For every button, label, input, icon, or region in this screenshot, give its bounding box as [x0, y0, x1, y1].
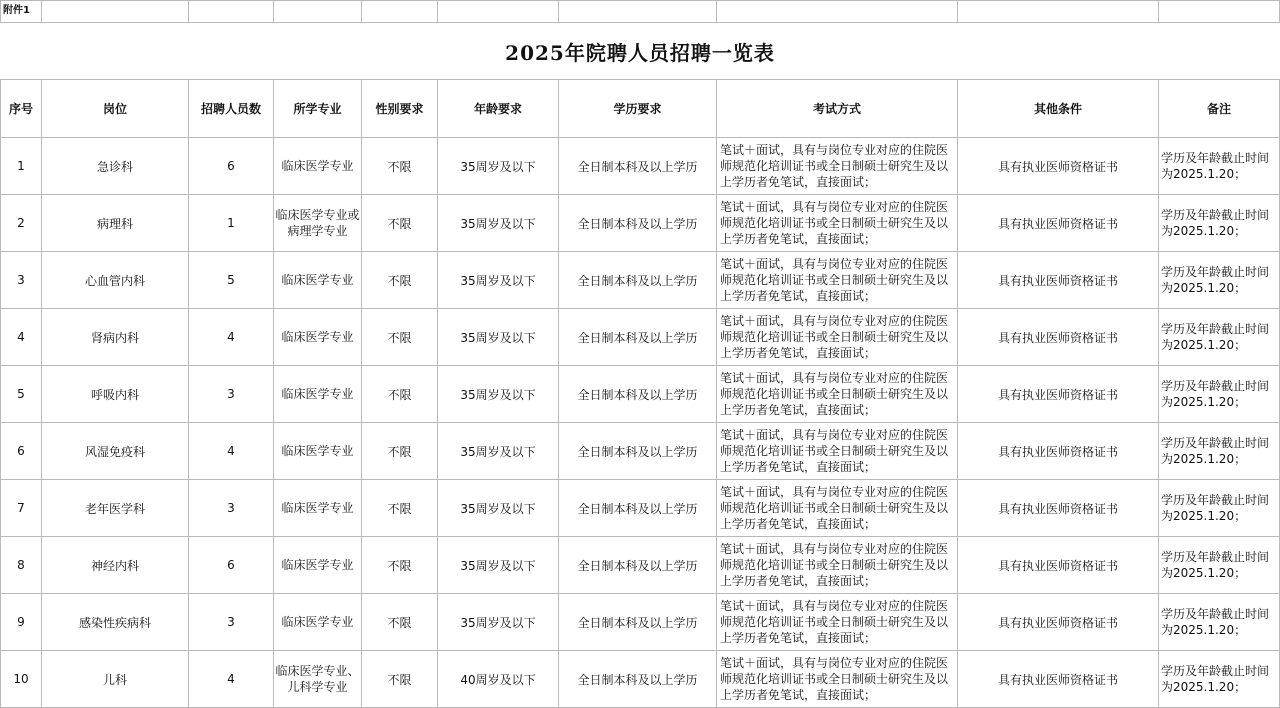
remark-cell[interactable]: 学历及年龄截止时间为2025.1.20； — [1159, 195, 1280, 252]
remark-cell[interactable]: 学历及年龄截止时间为2025.1.20； — [1159, 309, 1280, 366]
age-cell[interactable]: 35周岁及以下 — [438, 252, 559, 309]
count-cell[interactable]: 1 — [189, 195, 274, 252]
gender-cell[interactable]: 不限 — [362, 651, 438, 708]
age-cell[interactable]: 35周岁及以下 — [438, 366, 559, 423]
header-cell[interactable]: 学历要求 — [559, 80, 717, 138]
count-cell[interactable]: 4 — [189, 309, 274, 366]
exam-method-cell[interactable]: 笔试＋面试，具有与岗位专业对应的住院医师规范化培训证书或全日制硕士研究生及以上学历者免笔试，直接面试； — [717, 423, 958, 480]
table-row — [1, 366, 1280, 423]
count-cell[interactable]: 4 — [189, 423, 274, 480]
header-cell[interactable]: 招聘人员数 — [189, 80, 274, 138]
position-cell[interactable]: 呼吸内科 — [42, 366, 189, 423]
count-cell[interactable]: 3 — [189, 594, 274, 651]
header-cell[interactable]: 年龄要求 — [438, 80, 559, 138]
seq-cell[interactable]: 6 — [1, 423, 42, 480]
header-cell[interactable]: 岗位 — [42, 80, 189, 138]
position-cell[interactable]: 老年医学科 — [42, 480, 189, 537]
other-conditions-cell[interactable]: 具有执业医师资格证书 — [958, 195, 1159, 252]
age-cell[interactable]: 35周岁及以下 — [438, 537, 559, 594]
gender-cell[interactable]: 不限 — [362, 195, 438, 252]
position-cell[interactable]: 心血管内科 — [42, 252, 189, 309]
table-row — [1, 252, 1280, 309]
major-cell[interactable]: 临床医学专业 — [274, 423, 362, 480]
other-conditions-cell[interactable]: 具有执业医师资格证书 — [958, 651, 1159, 708]
major-cell[interactable]: 临床医学专业 — [274, 480, 362, 537]
other-conditions-cell[interactable]: 具有执业医师资格证书 — [958, 366, 1159, 423]
count-cell[interactable]: 6 — [189, 138, 274, 195]
gender-cell[interactable]: 不限 — [362, 594, 438, 651]
other-conditions-cell[interactable]: 具有执业医师资格证书 — [958, 537, 1159, 594]
remark-cell[interactable]: 学历及年龄截止时间为2025.1.20； — [1159, 537, 1280, 594]
education-cell[interactable]: 全日制本科及以上学历 — [559, 366, 717, 423]
other-conditions-cell[interactable]: 具有执业医师资格证书 — [958, 252, 1159, 309]
gender-cell[interactable]: 不限 — [362, 537, 438, 594]
other-conditions-cell[interactable]: 具有执业医师资格证书 — [958, 594, 1159, 651]
position-cell[interactable]: 病理科 — [42, 195, 189, 252]
exam-method-cell[interactable]: 笔试＋面试，具有与岗位专业对应的住院医师规范化培训证书或全日制硕士研究生及以上学历者免笔试，直接面试； — [717, 138, 958, 195]
exam-method-cell[interactable]: 笔试＋面试，具有与岗位专业对应的住院医师规范化培训证书或全日制硕士研究生及以上学历者免笔试，直接面试； — [717, 480, 958, 537]
page-title[interactable]: 2025年院聘人员招聘一览表 — [1, 23, 1280, 80]
other-conditions-cell[interactable]: 具有执业医师资格证书 — [958, 309, 1159, 366]
seq-cell[interactable]: 7 — [1, 480, 42, 537]
remark-cell[interactable]: 学历及年龄截止时间为2025.1.20； — [1159, 252, 1280, 309]
attachment-label[interactable]: 附件1 — [1, 1, 42, 23]
gender-cell[interactable]: 不限 — [362, 480, 438, 537]
seq-cell[interactable]: 9 — [1, 594, 42, 651]
other-conditions-cell[interactable]: 具有执业医师资格证书 — [958, 138, 1159, 195]
seq-cell[interactable]: 10 — [1, 651, 42, 708]
seq-cell[interactable]: 3 — [1, 252, 42, 309]
count-cell[interactable]: 3 — [189, 366, 274, 423]
position-cell[interactable]: 风湿免疫科 — [42, 423, 189, 480]
major-cell[interactable]: 临床医学专业或病理学专业 — [274, 195, 362, 252]
seq-cell[interactable]: 5 — [1, 366, 42, 423]
other-conditions-cell[interactable]: 具有执业医师资格证书 — [958, 480, 1159, 537]
gender-cell[interactable]: 不限 — [362, 138, 438, 195]
remark-cell[interactable]: 学历及年龄截止时间为2025.1.20； — [1159, 480, 1280, 537]
count-cell[interactable]: 6 — [189, 537, 274, 594]
header-row — [1, 80, 1280, 138]
count-cell[interactable]: 3 — [189, 480, 274, 537]
major-cell[interactable]: 临床医学专业 — [274, 537, 362, 594]
title-row — [1, 23, 1280, 80]
age-cell[interactable]: 35周岁及以下 — [438, 309, 559, 366]
major-cell[interactable]: 临床医学专业 — [274, 252, 362, 309]
remark-cell[interactable]: 学历及年龄截止时间为2025.1.20； — [1159, 594, 1280, 651]
age-cell[interactable]: 35周岁及以下 — [438, 423, 559, 480]
education-cell[interactable]: 全日制本科及以上学历 — [559, 309, 717, 366]
remark-cell[interactable]: 学历及年龄截止时间为2025.1.20； — [1159, 651, 1280, 708]
education-cell[interactable]: 全日制本科及以上学历 — [559, 423, 717, 480]
attachment-row — [1, 1, 1280, 23]
exam-method-cell[interactable]: 笔试＋面试，具有与岗位专业对应的住院医师规范化培训证书或全日制硕士研究生及以上学历者免笔试，直接面试； — [717, 252, 958, 309]
position-cell[interactable]: 儿科 — [42, 651, 189, 708]
header-cell[interactable]: 所学专业 — [274, 80, 362, 138]
seq-cell[interactable]: 2 — [1, 195, 42, 252]
table-row — [1, 537, 1280, 594]
count-cell[interactable]: 4 — [189, 651, 274, 708]
position-cell[interactable]: 肾病内科 — [42, 309, 189, 366]
major-cell[interactable]: 临床医学专业、儿科学专业 — [274, 651, 362, 708]
exam-method-cell[interactable]: 笔试＋面试，具有与岗位专业对应的住院医师规范化培训证书或全日制硕士研究生及以上学历者免笔试，直接面试； — [717, 195, 958, 252]
age-cell[interactable]: 35周岁及以下 — [438, 594, 559, 651]
exam-method-cell[interactable]: 笔试＋面试，具有与岗位专业对应的住院医师规范化培训证书或全日制硕士研究生及以上学历者免笔试，直接面试； — [717, 309, 958, 366]
exam-method-cell[interactable]: 笔试＋面试，具有与岗位专业对应的住院医师规范化培训证书或全日制硕士研究生及以上学历者免笔试，直接面试； — [717, 594, 958, 651]
major-cell[interactable]: 临床医学专业 — [274, 594, 362, 651]
gender-cell[interactable]: 不限 — [362, 366, 438, 423]
education-cell[interactable]: 全日制本科及以上学历 — [559, 195, 717, 252]
education-cell[interactable]: 全日制本科及以上学历 — [559, 480, 717, 537]
remark-cell[interactable]: 学历及年龄截止时间为2025.1.20； — [1159, 138, 1280, 195]
table-row — [1, 594, 1280, 651]
table-row — [1, 651, 1280, 708]
table-row — [1, 195, 1280, 252]
exam-method-cell[interactable]: 笔试＋面试，具有与岗位专业对应的住院医师规范化培训证书或全日制硕士研究生及以上学历者免笔试，直接面试； — [717, 537, 958, 594]
header-cell[interactable]: 其他条件 — [958, 80, 1159, 138]
gender-cell[interactable]: 不限 — [362, 423, 438, 480]
exam-method-cell[interactable]: 笔试＋面试，具有与岗位专业对应的住院医师规范化培训证书或全日制硕士研究生及以上学历者免笔试，直接面试； — [717, 651, 958, 708]
remark-cell[interactable]: 学历及年龄截止时间为2025.1.20； — [1159, 423, 1280, 480]
age-cell[interactable]: 35周岁及以下 — [438, 480, 559, 537]
major-cell[interactable]: 临床医学专业 — [274, 366, 362, 423]
table-row — [1, 480, 1280, 537]
seq-cell[interactable]: 4 — [1, 309, 42, 366]
age-cell[interactable]: 35周岁及以下 — [438, 195, 559, 252]
age-cell[interactable]: 40周岁及以下 — [438, 651, 559, 708]
table-row — [1, 309, 1280, 366]
header-cell[interactable]: 序号 — [1, 80, 42, 138]
header-cell[interactable]: 考试方式 — [717, 80, 958, 138]
education-cell[interactable]: 全日制本科及以上学历 — [559, 138, 717, 195]
major-cell[interactable]: 临床医学专业 — [274, 309, 362, 366]
exam-method-cell[interactable]: 笔试＋面试，具有与岗位专业对应的住院医师规范化培训证书或全日制硕士研究生及以上学历者免笔试，直接面试； — [717, 366, 958, 423]
education-cell[interactable]: 全日制本科及以上学历 — [559, 537, 717, 594]
seq-cell[interactable]: 8 — [1, 537, 42, 594]
position-cell[interactable]: 感染性疾病科 — [42, 594, 189, 651]
remark-cell[interactable]: 学历及年龄截止时间为2025.1.20； — [1159, 366, 1280, 423]
seq-cell[interactable]: 1 — [1, 138, 42, 195]
gender-cell[interactable]: 不限 — [362, 309, 438, 366]
position-cell[interactable]: 神经内科 — [42, 537, 189, 594]
education-cell[interactable]: 全日制本科及以上学历 — [559, 252, 717, 309]
table-row — [1, 423, 1280, 480]
other-conditions-cell[interactable]: 具有执业医师资格证书 — [958, 423, 1159, 480]
table-row — [1, 138, 1280, 195]
position-cell[interactable]: 急诊科 — [42, 138, 189, 195]
age-cell[interactable]: 35周岁及以下 — [438, 138, 559, 195]
gender-cell[interactable]: 不限 — [362, 252, 438, 309]
header-cell[interactable]: 性别要求 — [362, 80, 438, 138]
education-cell[interactable]: 全日制本科及以上学历 — [559, 594, 717, 651]
header-cell[interactable]: 备注 — [1159, 80, 1280, 138]
education-cell[interactable]: 全日制本科及以上学历 — [559, 651, 717, 708]
count-cell[interactable]: 5 — [189, 252, 274, 309]
major-cell[interactable]: 临床医学专业 — [274, 138, 362, 195]
